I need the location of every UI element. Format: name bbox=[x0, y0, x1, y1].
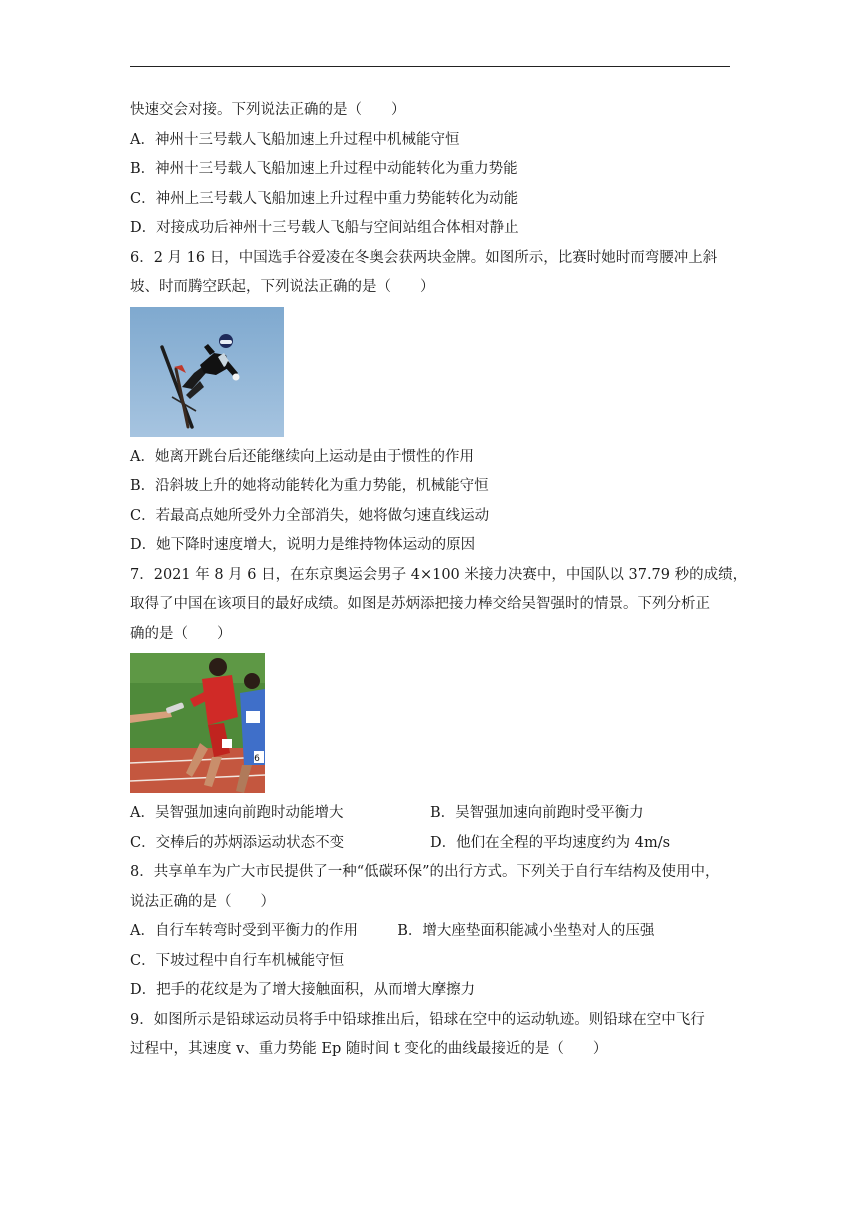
q7-stem-line-3: 确的是（ ） bbox=[130, 625, 232, 642]
header-rule bbox=[130, 66, 730, 67]
q7-stem-line-1: 7．2021 年 8 月 6 日，在东京奥运会男子 4×100 米接力决赛中，中国队以 37.79 秒的成绩， bbox=[130, 566, 748, 583]
q6-option-d: D．她下降时速度增大，说明力是维持物体运动的原因 bbox=[130, 537, 476, 553]
q8-stem-line-2: 说法正确的是（ ） bbox=[130, 893, 275, 910]
q8-option-b: B．增大座垫面积能减小坐垫对人的压强 bbox=[397, 923, 655, 939]
q7-option-a: A．吴智强加速向前跑时动能增大 bbox=[130, 805, 344, 821]
q6-stem-line-1: 6．2 月 16 日，中国选手谷爱凌在冬奥会获两块金牌。如图所示，比赛时她时而弯腰冲上斜 bbox=[130, 249, 718, 266]
q8-option-d: D．把手的花纹是为了增大接触面积，从而增大摩擦力 bbox=[130, 982, 476, 998]
q7-option-d: D．他们在全程的平均速度约为 4m/s bbox=[430, 834, 671, 851]
q7-options-row-1 bbox=[130, 799, 730, 829]
q7-stem-line-2: 取得了中国在该项目的最好成绩。如图是苏炳添把接力棒交给吴智强时的情景。下列分析正 bbox=[130, 596, 710, 612]
q6-option-b: B．沿斜坡上升的她将动能转化为重力势能，机械能守恒 bbox=[130, 478, 489, 494]
exam-page bbox=[130, 96, 748, 1065]
q6-option-c: C．若最高点她所受外力全部消失，她将做匀速直线运动 bbox=[130, 507, 490, 524]
q7-option-c: C．交棒后的苏炳添运动状态不变 bbox=[130, 834, 345, 851]
q8-option-a: A．自行车转弯时受到平衡力的作用 bbox=[130, 923, 358, 939]
q8-options-row-1 bbox=[130, 917, 730, 947]
q5-option-a: A．神州十三号载人飞船加速上升过程中机械能守恒 bbox=[130, 131, 460, 148]
q8-option-c: C．下坡过程中自行车机械能守恒 bbox=[130, 952, 345, 969]
relay-photo bbox=[130, 653, 265, 793]
q5-option-d: D．对接成功后神州十三号载人飞船与空间站组合体相对静止 bbox=[130, 220, 519, 236]
q5-stem: 快速交会对接。下列说法正确的是（ ） bbox=[130, 102, 406, 118]
skier-photo bbox=[130, 307, 284, 437]
q5-option-b: B．神州十三号载人飞船加速上升过程中动能转化为重力势能 bbox=[130, 161, 518, 177]
q6-stem-line-2: 坡、时而腾空跃起，下列说法正确的是（ ） bbox=[130, 279, 435, 295]
q6-option-a: A．她离开跳台后还能继续向上运动是由于惯性的作用 bbox=[130, 448, 474, 465]
q9-stem-line-2: 过程中，其速度 v、重力势能 Ep 随时间 t 变化的曲线最接近的是（ ） bbox=[130, 1041, 608, 1057]
q8-stem-line-1: 8．共享单车为广大市民提供了一种“低碳环保”的出行方式。下列关于自行车结构及使用中， bbox=[130, 864, 720, 880]
q5-option-c: C．神州上三号载人飞船加速上升过程中重力势能转化为动能 bbox=[130, 190, 519, 207]
q7-options-row-2 bbox=[130, 829, 730, 859]
relay-bib-number: 6 bbox=[254, 754, 260, 764]
q9-stem-line-1: 9．如图所示是铅球运动员将手中铅球推出后，铅球在空中的运动轨迹。则铅球在空中飞行 bbox=[130, 1011, 705, 1028]
q7-option-b: B．吴智强加速向前跑时受平衡力 bbox=[430, 805, 644, 821]
